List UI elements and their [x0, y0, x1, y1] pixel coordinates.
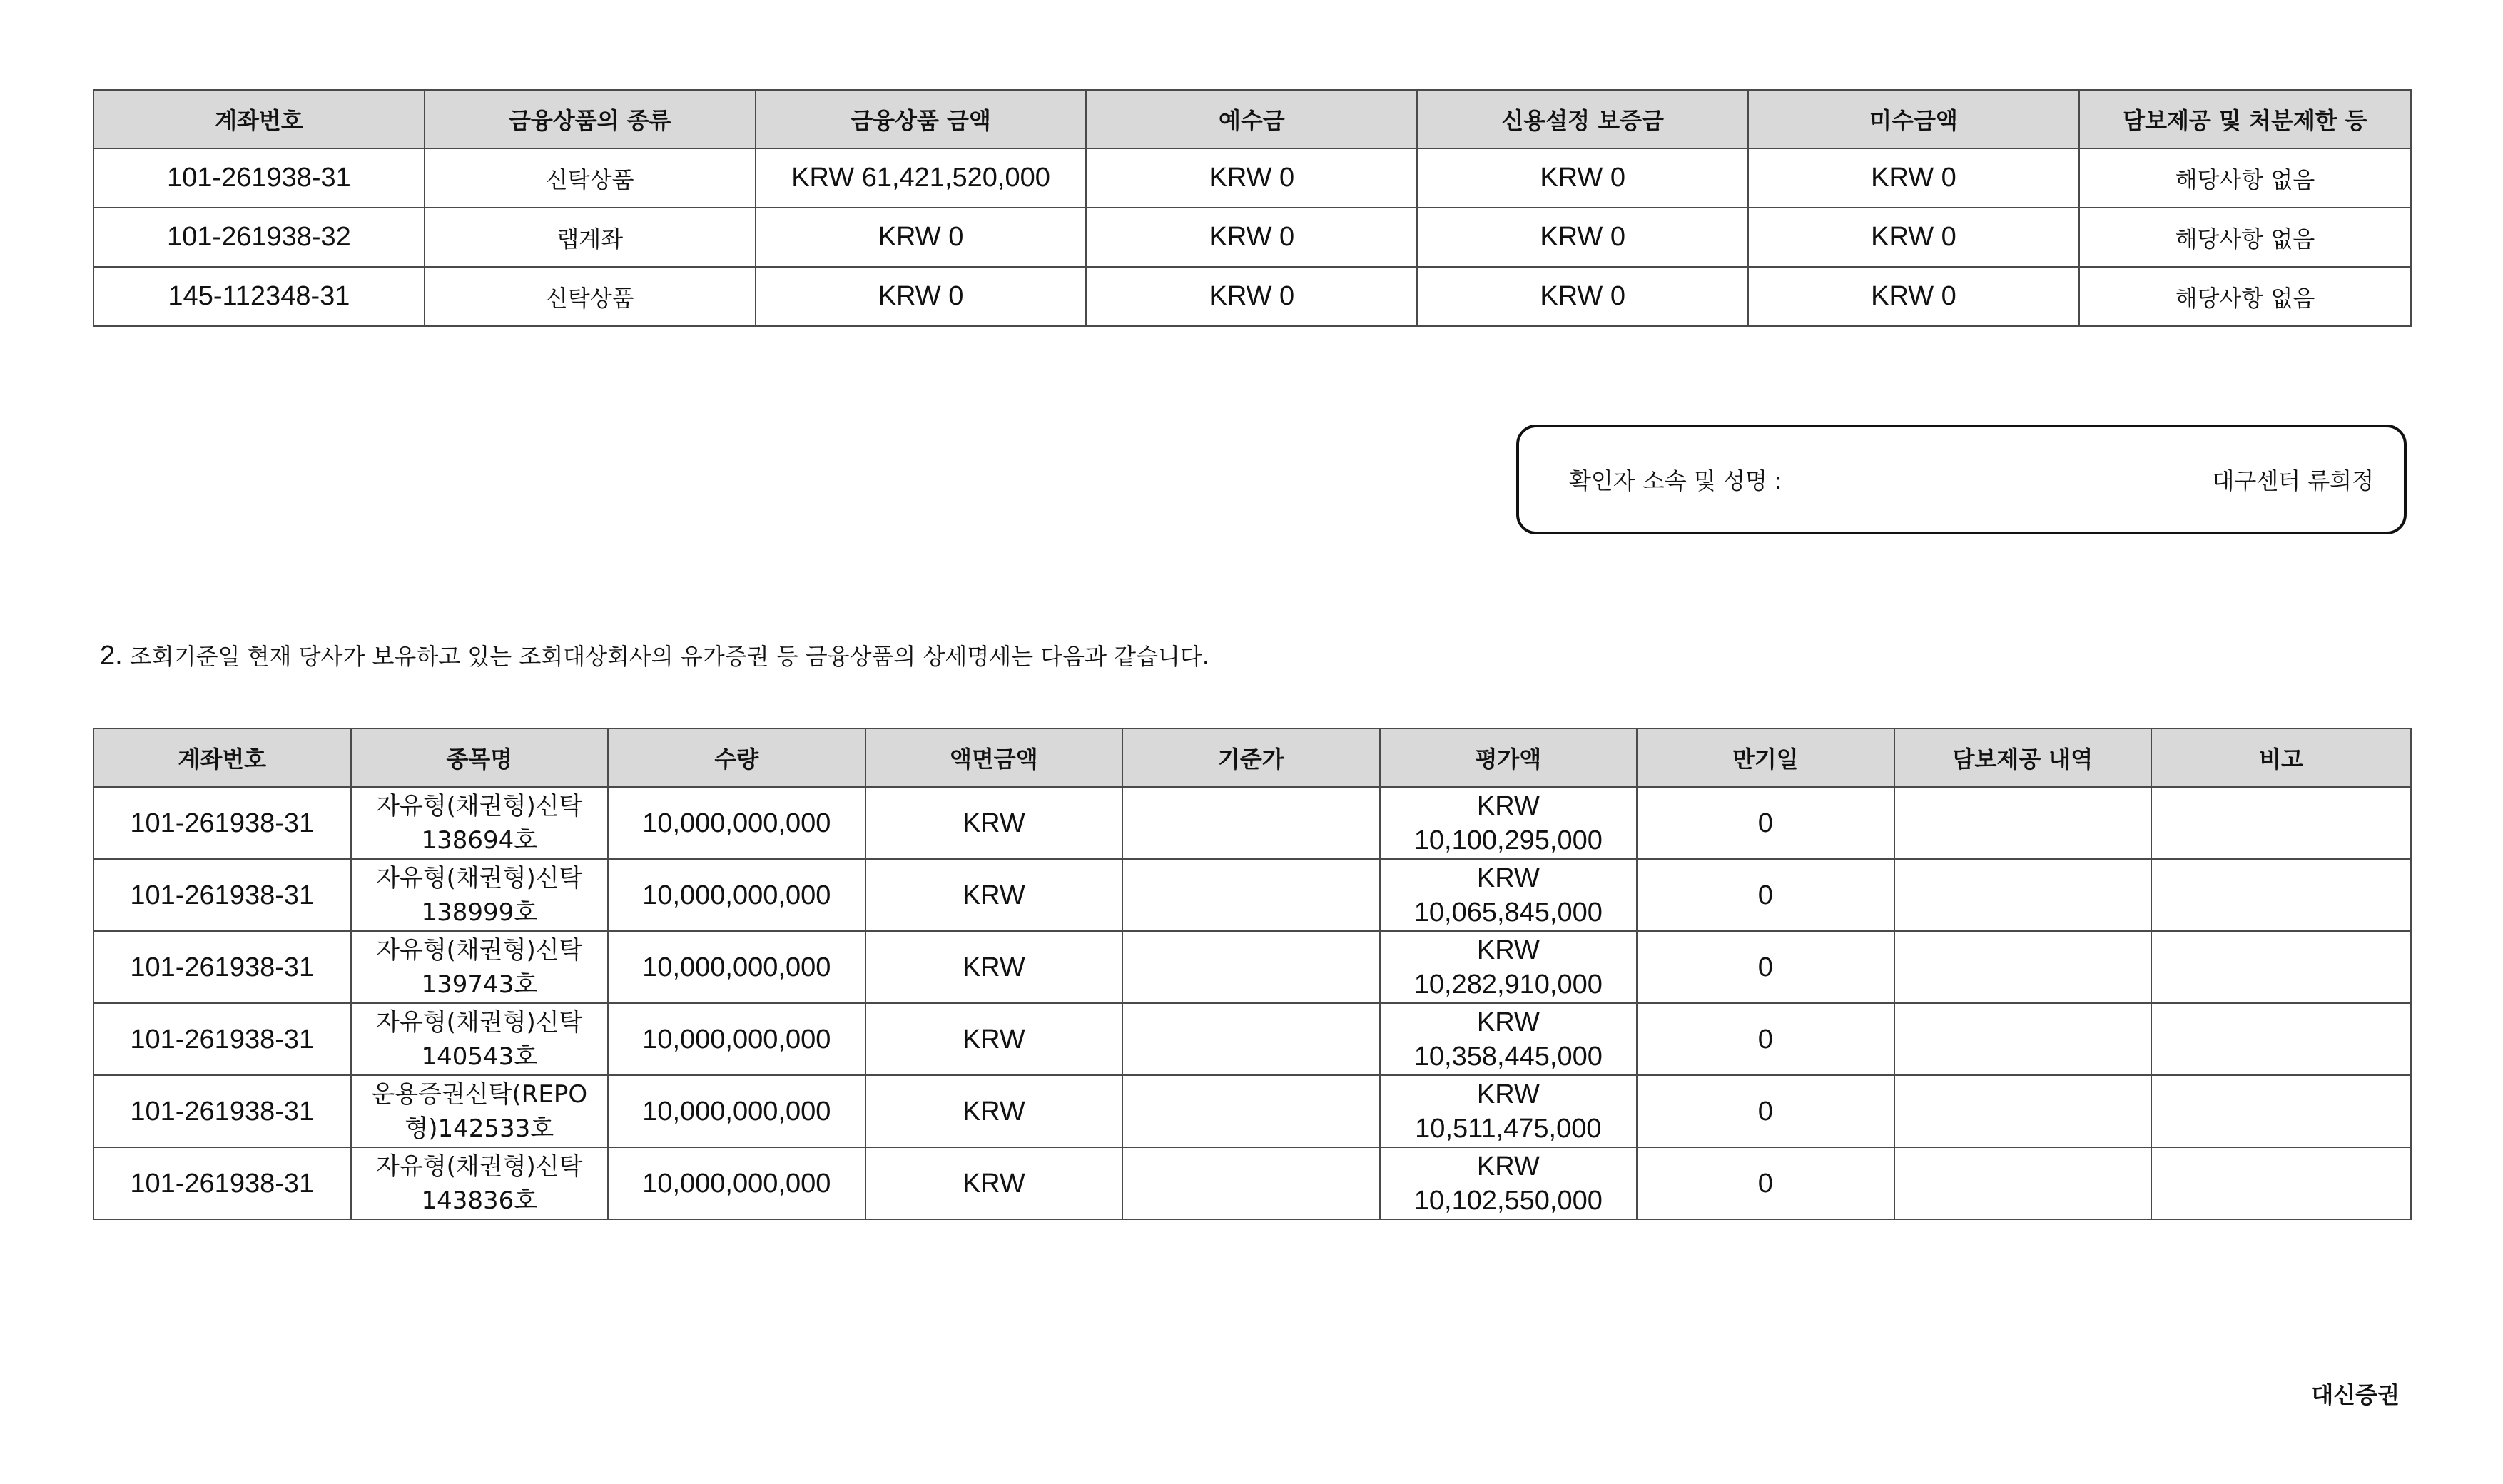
face-value-cell: KRW	[865, 1075, 1123, 1147]
evaluation-amount: 10,100,295,000	[1413, 825, 1603, 855]
unpaid-amount-cell: KRW 0	[1748, 267, 2079, 326]
deposit-cell: KRW 0	[1086, 148, 1417, 208]
maturity-cell: 0	[1637, 1003, 1894, 1075]
item-name-line-1: 자유형(채권형)신탁	[376, 1152, 583, 1181]
section-number: 2.	[100, 641, 123, 671]
credit-deposit-cell: KRW 0	[1417, 267, 1748, 326]
remarks-cell	[2151, 1003, 2411, 1075]
table-row	[93, 148, 2411, 208]
account-number-cell: 101-261938-31	[93, 1003, 351, 1075]
header-remarks: 비고	[2151, 728, 2411, 787]
remarks-cell	[2151, 859, 2411, 931]
evaluation-cell	[1380, 1003, 1638, 1075]
item-name-line-2: 139743호	[421, 970, 538, 999]
maturity-cell: 0	[1637, 787, 1894, 859]
product-type-cell: 신탁상품	[425, 267, 756, 326]
header-quantity: 수량	[608, 728, 865, 787]
table-row	[93, 787, 2411, 859]
quantity-cell: 10,000,000,000	[608, 931, 865, 1003]
item-name-line-1: 자유형(채권형)신탁	[376, 1007, 583, 1037]
item-name-cell	[351, 859, 609, 931]
header-product-type: 금융상품의 종류	[425, 90, 756, 148]
collateral-cell: 해당사항 없음	[2079, 208, 2411, 267]
account-number-cell: 101-261938-31	[93, 1075, 351, 1147]
evaluation-cell	[1380, 1075, 1638, 1147]
collateral-details-cell	[1894, 787, 2152, 859]
header-deposit: 예수금	[1086, 90, 1417, 148]
collateral-details-cell	[1894, 1003, 2152, 1075]
account-number-cell: 101-261938-31	[93, 931, 351, 1003]
account-number-cell: 145-112348-31	[93, 267, 425, 326]
unpaid-amount-cell: KRW 0	[1748, 148, 2079, 208]
base-price-cell	[1122, 1003, 1380, 1075]
header-account-number: 계좌번호	[93, 728, 351, 787]
header-evaluation: 평가액	[1380, 728, 1638, 787]
collateral-details-cell	[1894, 859, 2152, 931]
confirmer-label: 확인자 소속 및 성명 :	[1569, 467, 1782, 494]
quantity-cell: 10,000,000,000	[608, 1075, 865, 1147]
section-title: 조회기준일 현재 당사가 보유하고 있는 조회대상회사의 유가증권 등 금융상품의 상세명세는 다음과 같습니다.	[129, 643, 1209, 670]
face-value-cell: KRW	[865, 1147, 1123, 1219]
table-row	[93, 859, 2411, 931]
product-type-cell: 신탁상품	[425, 148, 756, 208]
evaluation-currency: KRW	[1476, 863, 1540, 893]
header-credit-deposit: 신용설정 보증금	[1417, 90, 1748, 148]
table-row	[93, 1075, 2411, 1147]
header-account-number: 계좌번호	[93, 90, 425, 148]
header-collateral-restriction: 담보제공 및 처분제한 등	[2079, 90, 2411, 148]
table-row	[93, 1147, 2411, 1219]
deposit-cell: KRW 0	[1086, 208, 1417, 267]
face-value-cell: KRW	[865, 787, 1123, 859]
deposit-cell: KRW 0	[1086, 267, 1417, 326]
collateral-details-cell	[1894, 1147, 2152, 1219]
footer-brand: 대신증권	[2311, 1381, 2400, 1408]
product-amount-cell: KRW 61,421,520,000	[756, 148, 1087, 208]
face-value-cell: KRW	[865, 859, 1123, 931]
evaluation-cell	[1380, 931, 1638, 1003]
header-item-name: 종목명	[351, 728, 609, 787]
evaluation-amount: 10,511,475,000	[1415, 1113, 1602, 1144]
base-price-cell	[1122, 1147, 1380, 1219]
evaluation-cell	[1380, 1147, 1638, 1219]
table-header-row	[93, 90, 2411, 148]
securities-detail-table	[93, 728, 2412, 1220]
item-name-cell	[351, 1147, 609, 1219]
item-name-cell	[351, 1003, 609, 1075]
confirmer-name: 대구센터 류희정	[2212, 467, 2374, 494]
collateral-cell: 해당사항 없음	[2079, 267, 2411, 326]
collateral-cell: 해당사항 없음	[2079, 148, 2411, 208]
account-number-cell: 101-261938-31	[93, 787, 351, 859]
face-value-cell: KRW	[865, 931, 1123, 1003]
collateral-details-cell	[1894, 931, 2152, 1003]
maturity-cell: 0	[1637, 931, 1894, 1003]
base-price-cell	[1122, 859, 1380, 931]
maturity-cell: 0	[1637, 1075, 1894, 1147]
header-unpaid-amount: 미수금액	[1748, 90, 2079, 148]
table-row	[93, 931, 2411, 1003]
header-maturity: 만기일	[1637, 728, 1894, 787]
header-collateral-details: 담보제공 내역	[1894, 728, 2152, 787]
evaluation-currency: KRW	[1476, 1007, 1540, 1037]
header-base-price: 기준가	[1122, 728, 1380, 787]
confirmer-box	[1516, 425, 2407, 534]
quantity-cell: 10,000,000,000	[608, 859, 865, 931]
evaluation-currency: KRW	[1476, 935, 1540, 965]
product-amount-cell: KRW 0	[756, 267, 1087, 326]
evaluation-amount: 10,282,910,000	[1413, 969, 1603, 1000]
item-name-cell	[351, 931, 609, 1003]
table-row	[93, 208, 2411, 267]
evaluation-amount: 10,358,445,000	[1413, 1041, 1603, 1072]
quantity-cell: 10,000,000,000	[608, 1003, 865, 1075]
evaluation-cell	[1380, 787, 1638, 859]
remarks-cell	[2151, 1075, 2411, 1147]
item-name-cell	[351, 1075, 609, 1147]
remarks-cell	[2151, 931, 2411, 1003]
item-name-line-1: 운용증권신탁(REPO	[371, 1079, 588, 1109]
credit-deposit-cell: KRW 0	[1417, 208, 1748, 267]
account-number-cell: 101-261938-31	[93, 148, 425, 208]
evaluation-currency: KRW	[1476, 791, 1540, 821]
account-number-cell: 101-261938-31	[93, 1147, 351, 1219]
remarks-cell	[2151, 1147, 2411, 1219]
quantity-cell: 10,000,000,000	[608, 1147, 865, 1219]
evaluation-amount: 10,102,550,000	[1413, 1185, 1603, 1216]
item-name-line-2: 143836호	[421, 1186, 538, 1215]
product-type-cell: 랩계좌	[425, 208, 756, 267]
account-summary-table	[93, 89, 2412, 327]
header-product-amount: 금융상품 금액	[756, 90, 1087, 148]
maturity-cell: 0	[1637, 859, 1894, 931]
base-price-cell	[1122, 1075, 1380, 1147]
item-name-line-2: 138694호	[421, 825, 538, 855]
unpaid-amount-cell: KRW 0	[1748, 208, 2079, 267]
table-row	[93, 1003, 2411, 1075]
account-number-cell: 101-261938-31	[93, 859, 351, 931]
item-name-line-2: 140543호	[421, 1042, 538, 1071]
collateral-details-cell	[1894, 1075, 2152, 1147]
evaluation-currency: KRW	[1476, 1151, 1540, 1181]
item-name-line-1: 자유형(채권형)신탁	[376, 935, 583, 965]
maturity-cell: 0	[1637, 1147, 1894, 1219]
evaluation-cell	[1380, 859, 1638, 931]
base-price-cell	[1122, 787, 1380, 859]
table-header-row	[93, 728, 2411, 787]
item-name-line-1: 자유형(채권형)신탁	[376, 791, 583, 820]
credit-deposit-cell: KRW 0	[1417, 148, 1748, 208]
item-name-line-2: 형)142533호	[405, 1114, 554, 1143]
base-price-cell	[1122, 931, 1380, 1003]
evaluation-currency: KRW	[1476, 1079, 1540, 1109]
section-2-heading	[100, 639, 1209, 671]
remarks-cell	[2151, 787, 2411, 859]
item-name-cell	[351, 787, 609, 859]
product-amount-cell: KRW 0	[756, 208, 1087, 267]
evaluation-amount: 10,065,845,000	[1413, 897, 1603, 928]
item-name-line-1: 자유형(채권형)신탁	[376, 863, 583, 893]
face-value-cell: KRW	[865, 1003, 1123, 1075]
header-face-value: 액면금액	[865, 728, 1123, 787]
item-name-line-2: 138999호	[421, 898, 538, 927]
account-number-cell: 101-261938-32	[93, 208, 425, 267]
table-row	[93, 267, 2411, 326]
quantity-cell: 10,000,000,000	[608, 787, 865, 859]
